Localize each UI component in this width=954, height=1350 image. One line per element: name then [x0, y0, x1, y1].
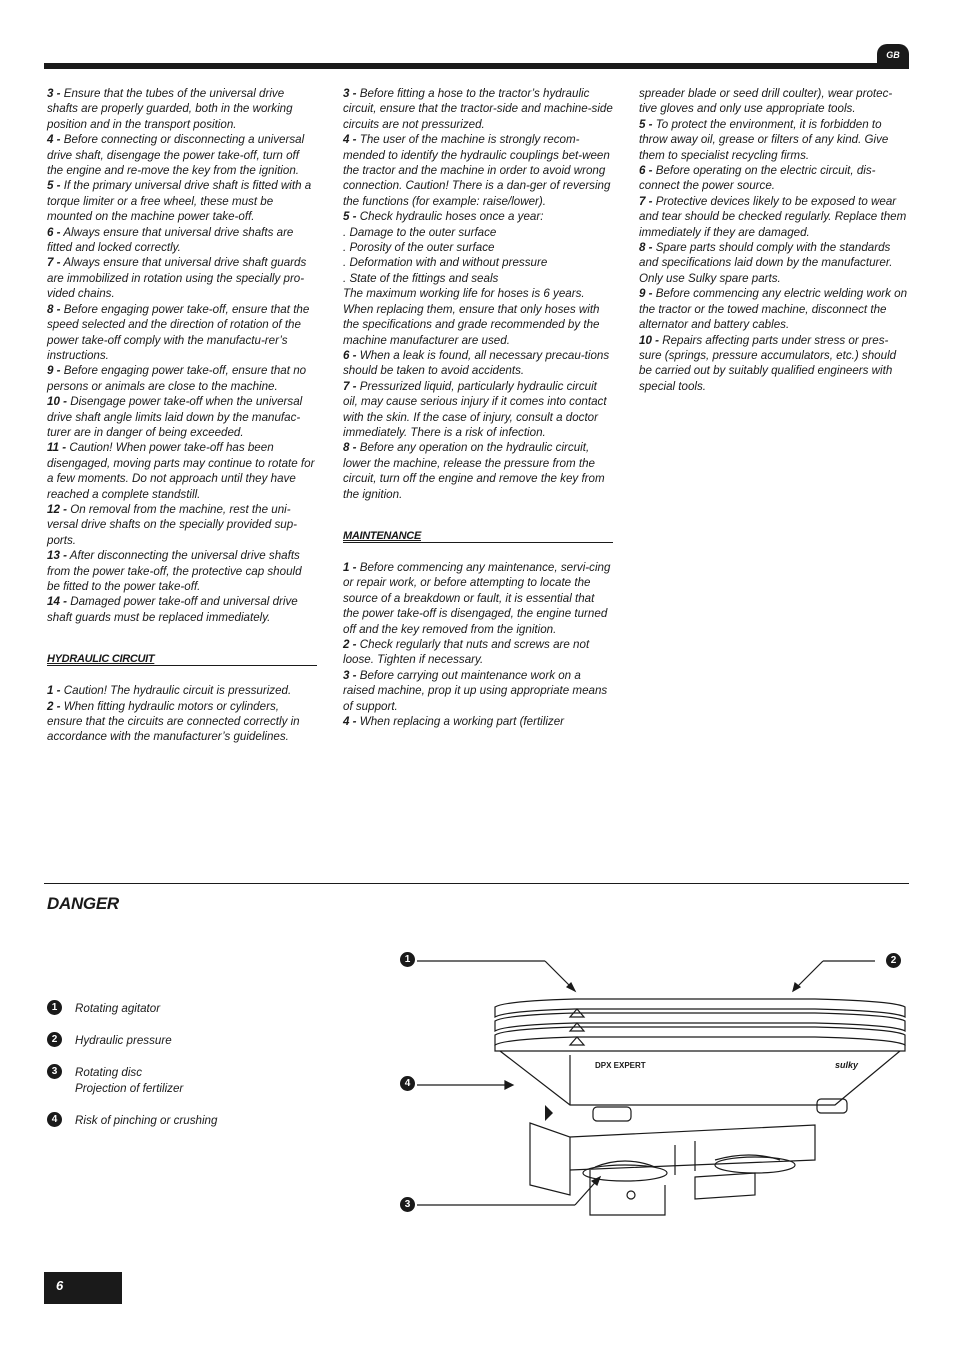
- callout-number-icon: 4: [47, 1112, 62, 1127]
- list-item: 10 - Repairs affecting parts under stress or pres-sure (springs, pressure accumulators, etc.) should be carried out by suitably qualified engineers with special tools.: [639, 333, 897, 393]
- callout-1-icon: 1: [400, 952, 415, 967]
- list-item: 2 - When fitting hydraulic motors or cylinders, ensure that the circuits are connected correctly in accordance with the manufacturer’s guidelines.: [47, 699, 300, 744]
- list-item: 3 - Before carrying out maintenance work on a raised machine, prop it up using appropriate means of support.: [343, 668, 608, 713]
- list-item: 1 - Before commencing any maintenance, servi-cing or repair work, or before attempting to locate the source of a breakdown or fault, it is essential that the power take-off is disengaged, the engine turned off and the key removed from the ignition.: [343, 560, 611, 636]
- list-item: 3 - Before fitting a hose to the tractor’s hydraulic circuit, ensure that the tractor-side and machine-side circuits are not pressurized.: [343, 87, 613, 131]
- brand-logo-label: sulky: [835, 1060, 859, 1070]
- continued-paragraph: spreader blade or seed drill coulter), wear protec-tive gloves and only use appropriate tools.: [639, 87, 893, 116]
- list-item: 11 - Caution! When power take-off has been disengaged, moving parts may continue to rotate for a few moments. Do not approach until they have reached a complete standstill.: [47, 441, 315, 501]
- list-item: 8 - Spare parts should comply with the standards and specifications laid down by the manufacturer. Only use Sulky spare parts.: [639, 241, 893, 285]
- hydraulic-list: [47, 683, 317, 745]
- danger-title: DANGER: [47, 894, 119, 913]
- callout-number-icon: 1: [47, 1000, 62, 1015]
- hydraulic-circuit-heading: HYDRAULIC CIRCUIT: [47, 651, 317, 666]
- top-rule: [44, 63, 909, 69]
- column-2: [343, 86, 613, 729]
- list-item: 9 - Before engaging power take-off, ensure that no persons or animals are close to the machine.: [47, 364, 307, 393]
- hose-life-paragraph: The maximum working life for hoses is 6 years. When replacing them, ensure that only hoses with the specifications and grade recommended by the machine manufacturer are used.: [343, 287, 600, 347]
- list-item: 14 - Damaged power take-off and universal drive shaft guards must be replaced immediately.: [47, 595, 298, 624]
- list-item: 4 - When replacing a working part (fertilizer: [343, 715, 565, 729]
- list-item: 7 - Pressurized liquid, particularly hydraulic circuit oil, may cause serious injury if it comes into contact with the skin. If the case of injury, consult a doctor immediately. There is a risk of infection.: [343, 379, 607, 439]
- maintenance-list: [343, 560, 613, 729]
- list-item: 12 - On removal from the machine, rest the uni-versal drive shafts on the specially provided sup-ports.: [47, 502, 298, 547]
- list-item: 5 - Check hydraulic hoses once a year:: [343, 210, 544, 224]
- warning-triangle-icon: [545, 1105, 553, 1121]
- hydraulic-safety-list: [343, 86, 613, 225]
- list-item: 5 - To protect the environment, it is forbidden to throw away oil, grease or filters of any kind. Give them to specialist recycling firms.: [639, 117, 889, 162]
- page-number: 6: [44, 1272, 122, 1304]
- callout-3-icon: 3: [400, 1197, 415, 1212]
- danger-section-rule: [44, 883, 909, 884]
- hydraulic-safety-list-2: [343, 348, 613, 502]
- fertilizer-spreader-illustration: [395, 945, 915, 1225]
- list-item: 13 - After disconnecting the universal drive shafts from the power take-off, the protective cap should be fitted to the power take-off.: [47, 549, 302, 593]
- hose-check-item: . Deformation with and without pressure: [343, 256, 548, 270]
- list-item: 6 - Always ensure that universal drive shafts are fitted and locked correctly.: [47, 225, 294, 255]
- callout-number-icon: 3: [47, 1064, 62, 1079]
- list-item: 7 - Always ensure that universal drive shaft guards are immobilized in rotation using the specially pro-vided chains.: [47, 256, 307, 301]
- list-item: 4 - The user of the machine is strongly recom-mended to identify the hydraulic couplings bet-ween the tractor and the machine in order to avoid wrong connection. Caution! There is a dan-ger of reversing the functions (for example: raise/lower).: [343, 133, 611, 208]
- column-1: [47, 86, 317, 745]
- list-item: 8 - Before engaging power take-off, ensure that the speed selected and the direction of rotation of the power take-off comply with the manufactu-rer’s instructions.: [47, 302, 310, 362]
- list-item: 9 - Before commencing any electric welding work on the tractor or the towed machine, disconnect the alternator and battery cables.: [639, 287, 908, 332]
- callout-number-icon: 2: [47, 1032, 62, 1047]
- list-item: 2 - Check regularly that nuts and screws are not loose. Tighten if necessary.: [343, 638, 590, 667]
- callout-4-icon: 4: [400, 1076, 415, 1091]
- column-3: [639, 86, 909, 394]
- hose-check-item: . Porosity of the outer surface: [343, 241, 495, 255]
- language-tab: GB: [877, 44, 909, 66]
- list-item: 10 - Disengage power take-off when the universal drive shaft angle limits laid down by the manufac-turer are in danger of being exceeded.: [47, 395, 303, 439]
- machine-model-label: DPX EXPERT: [595, 1061, 646, 1070]
- list-item: 5 - If the primary universal drive shaft is fitted with a torque limiter or a free wheel, these must be mounted on the machine power take-off.: [47, 179, 312, 224]
- hose-check-item: . Damage to the outer surface: [343, 225, 497, 239]
- list-item: 6 - Before operating on the electric circuit, dis-connect the power source.: [639, 164, 876, 193]
- hose-checks-list: [343, 225, 613, 287]
- list-item: 7 - Protective devices likely to be exposed to wear and tear should be checked regularly. Replace them immediately if they are damaged.: [639, 194, 907, 239]
- list-item: 4 - Before connecting or disconnecting a universal drive shaft, disengage the power take-off, turn off the engine and re-move the key from the ignition.: [47, 133, 305, 178]
- maintenance-list-continued: [639, 117, 909, 394]
- list-item: 1 - Caution! The hydraulic circuit is pressurized.: [47, 684, 292, 698]
- list-item: 6 - When a leak is found, all necessary precau-tions should be taken to avoid accidents.: [343, 348, 610, 378]
- pto-safety-list: [47, 86, 317, 625]
- list-item: 3 - Ensure that the tubes of the universal drive shafts are properly guarded, both in the working position and in the transport position.: [47, 87, 293, 131]
- maintenance-heading: MAINTENANCE: [343, 528, 613, 543]
- list-item: 8 - Before any operation on the hydraulic circuit, lower the machine, release the pressure from the circuit, turn off the engine and remove the key from the ignition.: [343, 441, 605, 501]
- callout-2-icon: 2: [886, 953, 901, 968]
- hose-check-item: . State of the fittings and seals: [343, 271, 499, 285]
